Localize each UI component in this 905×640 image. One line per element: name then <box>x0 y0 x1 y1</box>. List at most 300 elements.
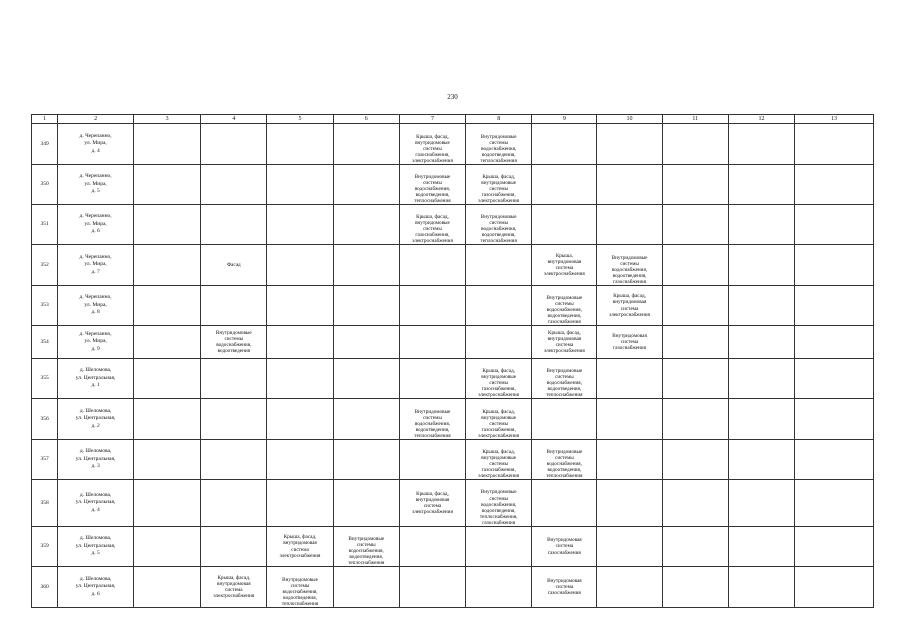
cell-col-10 <box>597 567 662 608</box>
cell-col-8 <box>466 205 532 245</box>
cell-line: системы <box>489 420 509 427</box>
address-cell <box>58 527 134 567</box>
row-number: 350 <box>32 165 58 205</box>
table-body <box>32 124 874 608</box>
cell-line: д. Шеломова, <box>79 491 112 498</box>
cell-line: система <box>555 543 574 550</box>
cell-line: д. 4 <box>91 147 100 154</box>
cell-col-6 <box>333 124 399 165</box>
cell-line: Крыша, фасад, <box>416 133 449 140</box>
cell-line: д. 5 <box>91 550 100 557</box>
cell-line: системы <box>423 145 442 152</box>
cell-line: Внутридомовые <box>546 448 583 455</box>
cell-col-7 <box>399 480 465 527</box>
cell-col-11 <box>662 205 728 245</box>
table-row <box>32 205 874 245</box>
cell-col-11 <box>662 286 728 326</box>
row-number: 351 <box>32 205 58 245</box>
cell-col-3 <box>133 567 200 608</box>
cell-line: д. Шеломова, <box>79 407 112 414</box>
cell-line: д. Черепанно, <box>79 132 112 139</box>
cell-line: Внутридомовые <box>414 408 451 415</box>
cell-col-8 <box>466 440 532 480</box>
cell-line: теплоснабжения <box>546 472 583 479</box>
cell-col-7 <box>399 124 465 165</box>
cell-col-9 <box>532 124 597 165</box>
cell-line: Крыша, фасад, <box>613 293 646 300</box>
cell-line: Внутридомовые <box>480 133 517 140</box>
cell-col-12 <box>728 440 794 480</box>
cell-col-10 <box>597 359 662 399</box>
cell-line: ул. Центральная, <box>75 583 116 590</box>
cell-col-7 <box>399 399 465 440</box>
cell-line: д. 5 <box>91 188 100 195</box>
cell-col-4 <box>201 205 267 245</box>
cell-line: ул. Центральная, <box>75 415 116 422</box>
cell-col-6 <box>333 359 399 399</box>
address-cell <box>58 165 134 205</box>
cell-line: системы <box>423 179 442 186</box>
cell-line: теплоснабжения <box>281 600 319 607</box>
cell-line: теплоснабжения <box>348 559 385 566</box>
cell-col-11 <box>662 245 728 286</box>
cell-col-12 <box>728 399 794 440</box>
cell-line: газоснабжения <box>547 590 581 597</box>
cell-col-3 <box>133 326 200 359</box>
cell-line: системы <box>423 225 442 232</box>
cell-line: Внутридомовые <box>414 173 451 180</box>
cell-col-7 <box>399 205 465 245</box>
cell-col-13 <box>795 124 874 165</box>
cell-line: Внутридомовые <box>215 329 252 336</box>
cell-col-3 <box>133 440 200 480</box>
cell-col-10 <box>597 245 662 286</box>
cell-line: водоснабжения, <box>414 185 451 192</box>
repair-schedule-table <box>31 114 874 608</box>
cell-col-12 <box>728 567 794 608</box>
cell-col-7 <box>399 245 465 286</box>
cell-line: Внутридомовые <box>611 254 648 261</box>
cell-col-6 <box>333 326 399 359</box>
cell-line: водоотведения, <box>547 466 582 473</box>
cell-col-10 <box>597 205 662 245</box>
cell-col-5 <box>267 480 333 527</box>
cell-line: водоотведения, <box>349 553 384 560</box>
cell-col-13 <box>795 245 874 286</box>
cell-col-5 <box>267 124 333 165</box>
cell-line: водоотведения, <box>612 272 647 279</box>
table-row <box>32 399 874 440</box>
cell-line: водоотведения, <box>283 594 317 601</box>
cell-col-8 <box>466 286 532 326</box>
cell-col-3 <box>133 527 200 567</box>
cell-col-7 <box>399 286 465 326</box>
cell-line: водоотведения, <box>415 191 450 198</box>
cell-line: водоснабжения, <box>481 225 517 232</box>
cell-line: теплоснабжения <box>480 237 517 244</box>
cell-col-13 <box>795 399 874 440</box>
column-header-3: 3 <box>133 115 200 124</box>
column-header-8: 8 <box>466 115 532 124</box>
cell-line: ул. Центральная, <box>75 542 116 549</box>
cell-line: ул. Мира, <box>84 301 107 308</box>
table-row <box>32 480 874 527</box>
cell-line: электроснабжения <box>412 509 453 516</box>
cell-line: Крыша, <box>555 252 573 259</box>
cell-line: д. 1 <box>91 382 100 389</box>
cell-line: водоотведения, <box>547 385 582 392</box>
column-header-10: 10 <box>597 115 662 124</box>
cell-line: электроснабжения <box>478 432 520 439</box>
cell-line: газоснабжения, <box>481 466 516 473</box>
cell-line: д. 2 <box>91 422 100 429</box>
cell-line: водоснабжения, <box>546 306 582 313</box>
cell-col-6 <box>333 527 399 567</box>
cell-col-10 <box>597 124 662 165</box>
cell-line: д. 7 <box>91 268 100 275</box>
table-row <box>32 124 874 165</box>
cell-line: ул. Мира, <box>84 261 107 268</box>
cell-col-12 <box>728 124 794 165</box>
address-cell <box>58 326 134 359</box>
row-number: 349 <box>32 124 58 165</box>
cell-col-13 <box>795 527 874 567</box>
cell-line: Внутридомовые <box>480 213 517 220</box>
cell-line: водоотведения, <box>481 231 516 238</box>
cell-col-11 <box>662 359 728 399</box>
cell-col-3 <box>133 359 200 399</box>
address-cell <box>58 124 134 165</box>
address-cell <box>58 480 134 527</box>
cell-line: газоснабжения <box>547 549 581 556</box>
cell-line: газоснабжения <box>613 345 646 352</box>
column-header-12: 12 <box>728 115 794 124</box>
cell-col-8 <box>466 399 532 440</box>
cell-col-9 <box>532 567 597 608</box>
cell-col-11 <box>662 124 728 165</box>
cell-line: теплоснабжения <box>480 157 517 164</box>
cell-line: система <box>555 265 574 271</box>
cell-line: Крыша, фасад, <box>416 213 449 220</box>
cell-line: водоснабжения, <box>546 460 582 467</box>
cell-line: ул. Мира, <box>84 220 107 227</box>
cell-col-7 <box>399 567 465 608</box>
cell-col-7 <box>399 440 465 480</box>
row-number: 356 <box>32 399 58 440</box>
cell-line: Внутридомовые <box>546 294 583 301</box>
cell-line: газоснабжения, <box>481 426 516 433</box>
cell-col-4 <box>201 326 267 359</box>
cell-line: теплоснабжения <box>414 197 451 204</box>
cell-col-10 <box>597 440 662 480</box>
address-cell <box>58 286 134 326</box>
cell-line: внутридомовая <box>415 496 450 503</box>
cell-line: газоснабжения, <box>415 231 450 238</box>
cell-col-8 <box>466 124 532 165</box>
cell-col-11 <box>662 165 728 205</box>
cell-col-3 <box>133 205 200 245</box>
cell-line: водоотведения, <box>547 312 582 319</box>
cell-col-4 <box>201 245 267 286</box>
cell-line: Крыша, фасад, <box>416 490 449 497</box>
cell-line: д. Шеломова, <box>79 575 112 582</box>
column-header-13: 13 <box>795 115 874 124</box>
cell-line: системы <box>489 185 509 192</box>
cell-col-6 <box>333 399 399 440</box>
cell-col-13 <box>795 359 874 399</box>
row-number: 358 <box>32 480 58 527</box>
table-row <box>32 440 874 480</box>
cell-col-9 <box>532 286 597 326</box>
cell-line: внутридомовая <box>547 335 582 342</box>
cell-col-8 <box>466 359 532 399</box>
cell-line: газоснабжения, <box>481 385 516 392</box>
cell-col-9 <box>532 399 597 440</box>
cell-col-9 <box>532 440 597 480</box>
cell-col-13 <box>795 567 874 608</box>
cell-line: система <box>291 546 309 553</box>
cell-line: системы <box>489 219 509 226</box>
cell-line: Внутридомовые <box>348 535 385 542</box>
cell-line: внутридомовая <box>217 580 251 587</box>
cell-line: д. 6 <box>91 590 100 597</box>
table-row <box>32 527 874 567</box>
cell-line: д. Черепанно, <box>79 330 112 337</box>
column-header-11: 11 <box>662 115 728 124</box>
cell-col-5 <box>267 440 333 480</box>
cell-col-12 <box>728 286 794 326</box>
cell-col-7 <box>399 326 465 359</box>
row-number: 353 <box>32 286 58 326</box>
cell-line: водоснабжения, <box>282 588 318 595</box>
cell-col-4 <box>201 399 267 440</box>
cell-line: внутридомовая <box>612 299 647 306</box>
cell-line: внутридомовые <box>481 414 517 421</box>
cell-col-5 <box>267 286 333 326</box>
address-cell <box>58 567 134 608</box>
cell-col-7 <box>399 165 465 205</box>
cell-col-5 <box>267 399 333 440</box>
cell-col-4 <box>201 124 267 165</box>
cell-line: Крыша, фасад, <box>548 329 581 336</box>
cell-col-3 <box>133 399 200 440</box>
cell-line: внутридомовая <box>283 540 317 547</box>
cell-line: водоснабжения, <box>216 342 252 348</box>
cell-line: электроснабжения <box>478 391 520 398</box>
cell-line: д. Черепанно, <box>79 173 112 180</box>
cell-line: газоснабжения, <box>481 191 516 198</box>
cell-line: д. Черепанно, <box>79 253 112 260</box>
cell-col-4 <box>201 567 267 608</box>
cell-line: Внутридомовая <box>547 537 582 544</box>
cell-line: водоснабжения, <box>348 547 384 554</box>
cell-line: водоотведения <box>217 348 251 355</box>
cell-line: газоснабжения <box>482 519 516 526</box>
cell-col-3 <box>133 124 200 165</box>
cell-col-13 <box>795 165 874 205</box>
cell-col-12 <box>728 527 794 567</box>
cell-line: системы <box>423 414 442 421</box>
row-number: 357 <box>32 440 58 480</box>
cell-line: системы <box>356 541 376 548</box>
cell-line: система <box>555 583 574 590</box>
cell-line: водоотведения, <box>415 426 450 433</box>
cell-col-8 <box>466 165 532 205</box>
cell-col-7 <box>399 359 465 399</box>
cell-col-11 <box>662 527 728 567</box>
cell-col-8 <box>466 567 532 608</box>
column-header-4: 4 <box>201 115 267 124</box>
cell-col-4 <box>201 480 267 527</box>
cell-col-3 <box>133 480 200 527</box>
address-cell <box>58 359 134 399</box>
cell-line: д. 3 <box>91 463 100 470</box>
cell-line: д. 8 <box>91 309 100 316</box>
cell-col-12 <box>728 165 794 205</box>
cell-line: ул. Центральная, <box>75 374 116 381</box>
cell-line: ул. Мира, <box>84 180 107 187</box>
address-cell <box>58 399 134 440</box>
cell-line: Крыша, фасад, <box>482 173 516 180</box>
cell-col-5 <box>267 245 333 286</box>
column-header-2: 2 <box>58 115 134 124</box>
cell-line: Крыша, фасад, <box>482 367 516 374</box>
column-header-1: 1 <box>32 115 58 124</box>
cell-col-8 <box>466 326 532 359</box>
cell-col-10 <box>597 326 662 359</box>
cell-col-13 <box>795 286 874 326</box>
cell-line: внутридомовые <box>415 139 450 146</box>
cell-line: электроснабжения <box>478 197 520 204</box>
cell-line: д. Черепанно, <box>79 213 112 220</box>
cell-col-8 <box>466 480 532 527</box>
cell-col-9 <box>532 165 597 205</box>
cell-line: системы <box>620 260 639 267</box>
cell-line: система <box>555 342 574 348</box>
cell-col-12 <box>728 205 794 245</box>
cell-col-4 <box>201 286 267 326</box>
cell-col-5 <box>267 205 333 245</box>
cell-line: Внутридомовые <box>480 489 517 496</box>
cell-line: внутридомовая <box>547 258 582 265</box>
cell-line: внутридомовые <box>481 454 517 461</box>
cell-col-10 <box>597 527 662 567</box>
page-number: 230 <box>447 93 458 101</box>
cell-col-9 <box>532 245 597 286</box>
cell-line: ул. Мира, <box>84 140 107 147</box>
row-number: 355 <box>32 359 58 399</box>
cell-line: электроснабжения <box>279 552 321 559</box>
cell-line: газоснабжения, <box>415 151 450 158</box>
cell-col-4 <box>201 440 267 480</box>
cell-line: теплоснабжения, <box>479 513 518 520</box>
cell-line: электроснабжения <box>609 311 650 318</box>
cell-line: электроснабжения <box>412 157 453 164</box>
cell-line: Внутридомовая <box>612 332 647 339</box>
table-row <box>32 567 874 608</box>
cell-col-8 <box>466 527 532 567</box>
cell-col-9 <box>532 359 597 399</box>
cell-col-13 <box>795 480 874 527</box>
cell-line: системы <box>489 495 509 502</box>
cell-col-13 <box>795 440 874 480</box>
cell-line: д. Шеломова, <box>79 448 112 455</box>
cell-col-4 <box>201 359 267 399</box>
cell-line: системы <box>489 460 509 467</box>
header-row <box>32 115 874 124</box>
cell-col-11 <box>662 480 728 527</box>
cell-line: электроснабжения <box>412 237 453 244</box>
cell-line: водоотведения, <box>481 151 516 158</box>
cell-line: водоснабжения, <box>611 266 648 273</box>
cell-col-11 <box>662 326 728 359</box>
cell-line: Крыша, фасад, <box>482 448 516 455</box>
cell-line: электроснабжения <box>543 348 585 355</box>
column-header-6: 6 <box>333 115 399 124</box>
cell-col-10 <box>597 399 662 440</box>
cell-line: водоснабжения, <box>414 420 451 427</box>
cell-col-6 <box>333 440 399 480</box>
cell-line: система <box>225 587 243 593</box>
address-cell <box>58 440 134 480</box>
cell-col-9 <box>532 527 597 567</box>
address-cell <box>58 205 134 245</box>
table-row <box>32 245 874 286</box>
cell-col-5 <box>267 567 333 608</box>
column-header-5: 5 <box>267 115 333 124</box>
cell-line: водоотведения, <box>481 507 516 514</box>
cell-line: Внутридомовые <box>282 576 318 583</box>
cell-col-9 <box>532 326 597 359</box>
cell-line: газоснабжения <box>547 318 581 325</box>
cell-col-6 <box>333 245 399 286</box>
cell-col-11 <box>662 399 728 440</box>
cell-col-9 <box>532 480 597 527</box>
cell-col-10 <box>597 480 662 527</box>
cell-col-12 <box>728 359 794 399</box>
cell-line: внутридомовые <box>481 373 517 380</box>
cell-line: система <box>423 503 442 509</box>
cell-col-3 <box>133 165 200 205</box>
cell-col-9 <box>532 205 597 245</box>
cell-col-3 <box>133 286 200 326</box>
cell-col-3 <box>133 245 200 286</box>
cell-line: система <box>620 305 639 312</box>
table-row <box>32 326 874 359</box>
table-row <box>32 359 874 399</box>
cell-line: система <box>620 338 639 345</box>
cell-col-6 <box>333 567 399 608</box>
cell-line: д. Шеломова, <box>79 535 112 542</box>
cell-line: ул. Центральная, <box>75 455 116 462</box>
cell-col-6 <box>333 205 399 245</box>
cell-col-5 <box>267 326 333 359</box>
cell-col-5 <box>267 165 333 205</box>
cell-line: электроснабжения <box>543 271 585 278</box>
cell-line: системы <box>555 454 574 461</box>
cell-col-5 <box>267 359 333 399</box>
cell-col-12 <box>728 245 794 286</box>
cell-line: теплоснабжения <box>414 432 451 439</box>
cell-line: ул. Центральная, <box>75 499 116 506</box>
cell-col-4 <box>201 165 267 205</box>
cell-col-12 <box>728 480 794 527</box>
address-cell <box>58 245 134 286</box>
cell-col-11 <box>662 440 728 480</box>
cell-col-7 <box>399 527 465 567</box>
cell-col-11 <box>662 567 728 608</box>
cell-line: д. Черепанно, <box>79 294 112 301</box>
